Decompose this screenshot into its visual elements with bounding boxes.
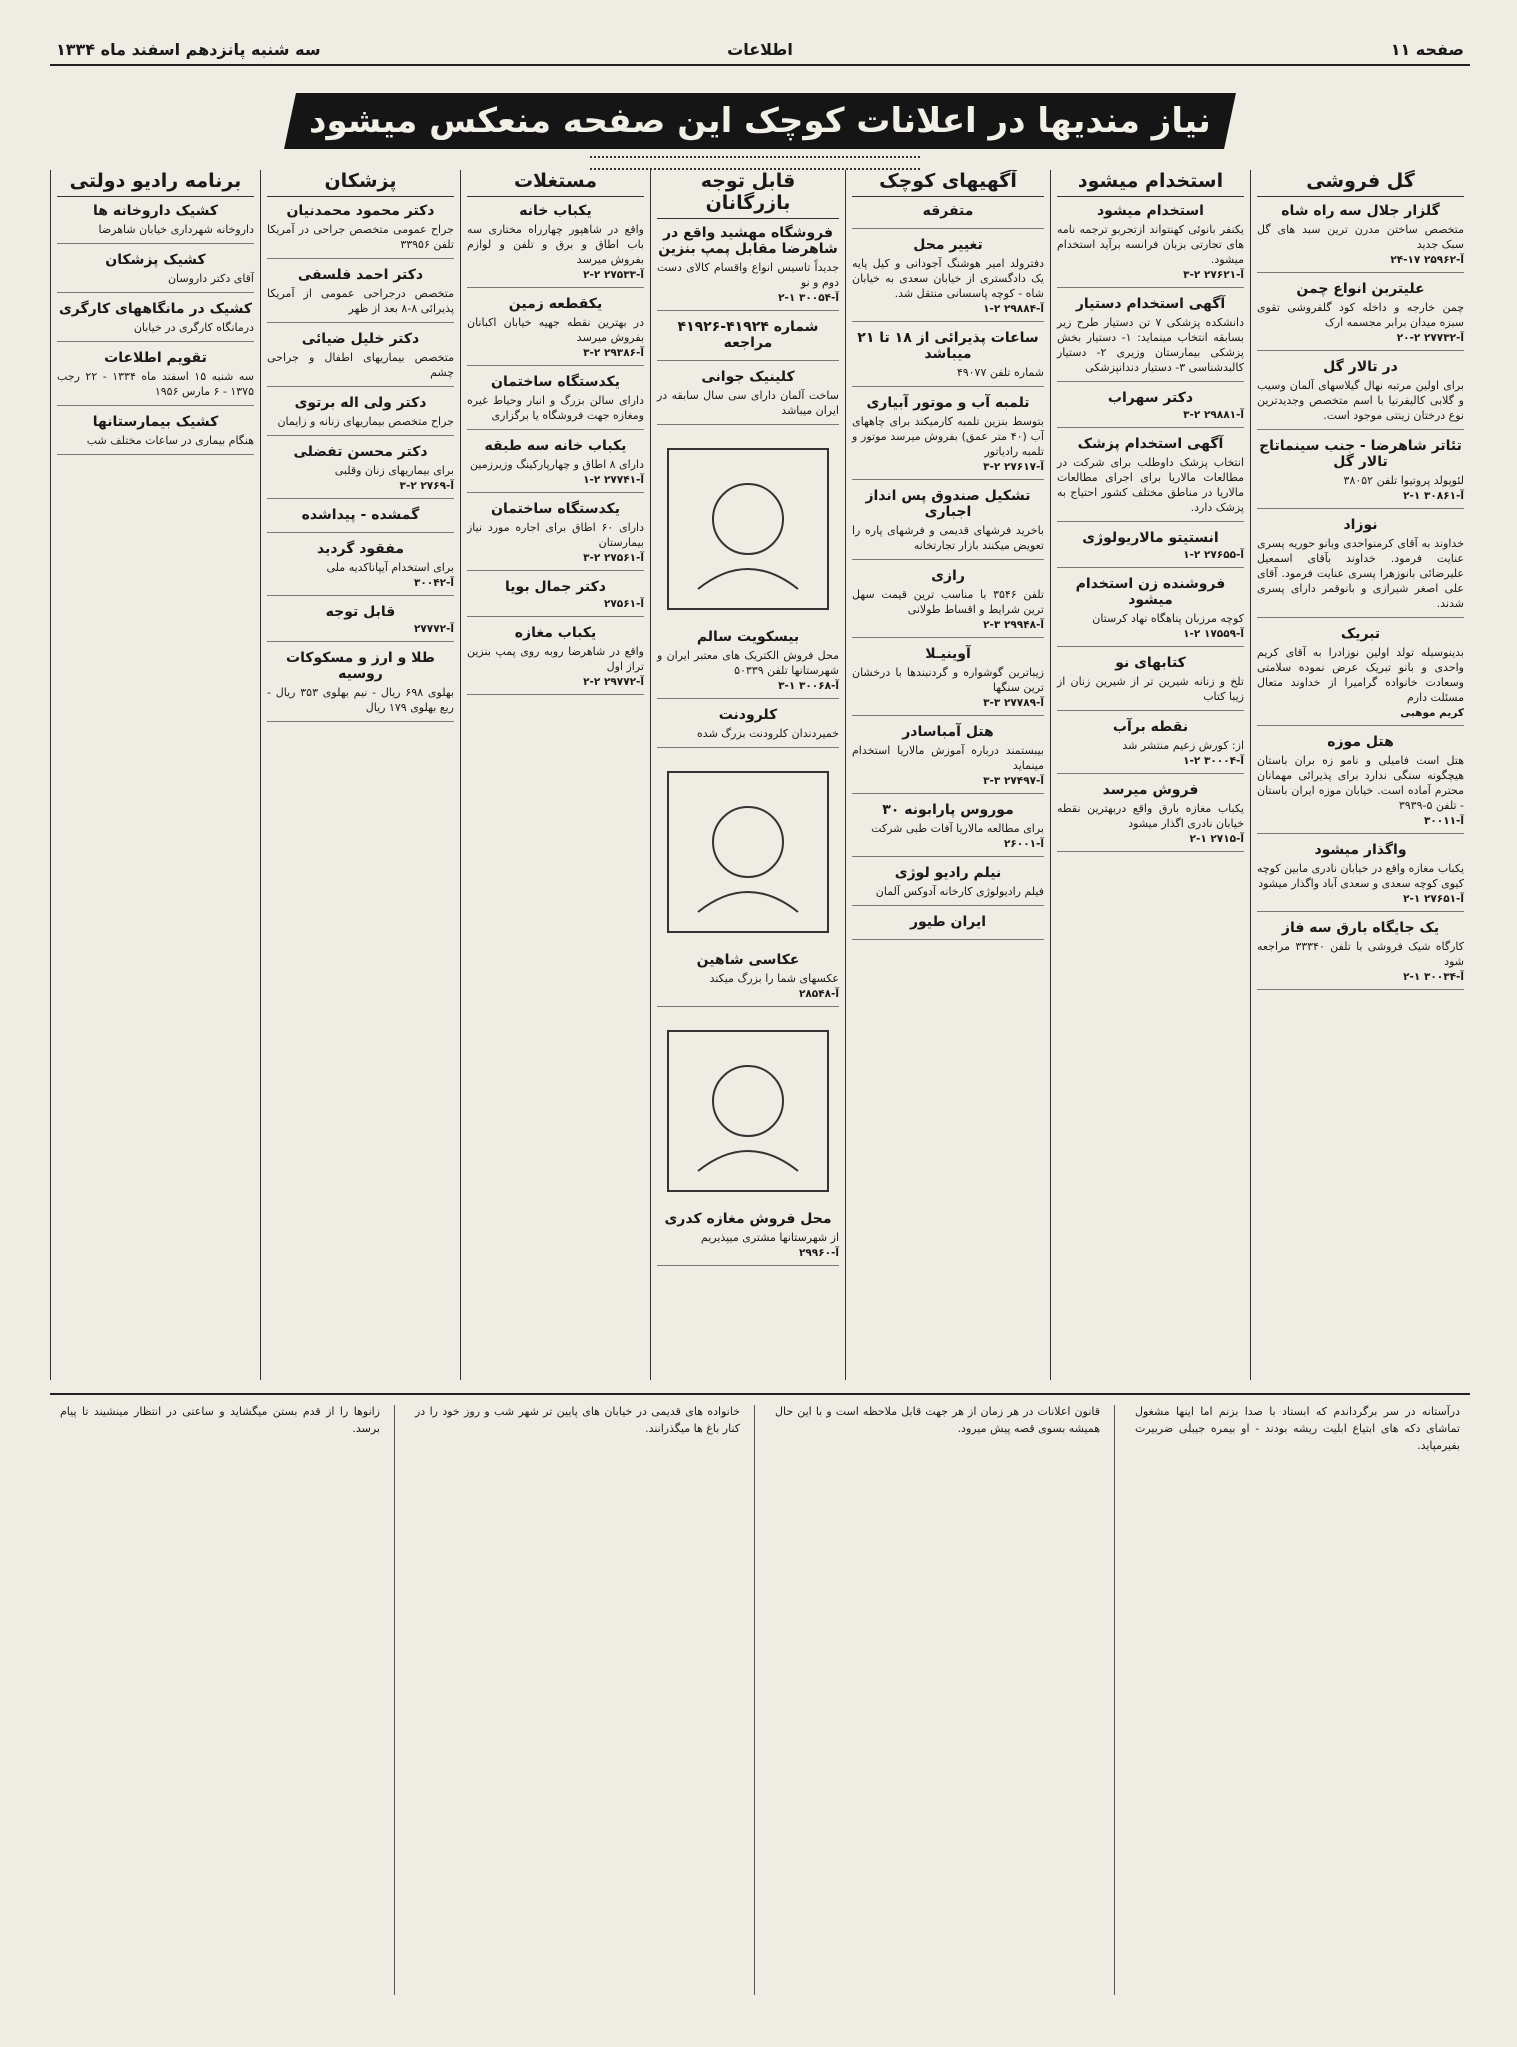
ad-title: انستیتو مالاریولوژی xyxy=(1082,530,1219,546)
ad-body: کوچه مرزبان پناهگاه نهاد کرستان xyxy=(1092,612,1244,625)
newspaper-name: اطلاعات xyxy=(727,40,793,59)
ad-body: عکسهای شما را بزرگ میکند xyxy=(709,972,839,985)
column-title: برنامه رادیو دولتی xyxy=(57,170,254,197)
ad-title: یکقطعه زمین xyxy=(508,296,603,312)
classifieds-banner xyxy=(284,93,1236,149)
ad-title: یکباب خانه xyxy=(519,203,592,219)
classified-ad xyxy=(852,865,1044,906)
ad-title: هتل آمباسادر xyxy=(902,724,994,740)
classified-ad xyxy=(1057,390,1244,428)
classified-ad xyxy=(657,319,839,361)
classified-ad xyxy=(1257,734,1464,834)
classified-ad xyxy=(467,203,644,288)
classifieds-section xyxy=(50,170,1470,1380)
ad-body: خمیردندان کلرودنت بزرگ شده xyxy=(697,727,839,740)
ad-phone: آ-۲۷۵۳۳ ۲-۲ xyxy=(583,269,644,281)
classified-ad xyxy=(657,952,839,1007)
ad-title: دکتر خلیل ضیائی xyxy=(301,331,420,347)
classified-ad xyxy=(467,625,644,695)
ad-title: استخدام میشود xyxy=(1097,203,1204,219)
ad-phone: آ-۲۹۸۸۱ ۲-۳ xyxy=(1183,409,1244,421)
ad-body: یکنفر بانوئی کهنتواند ازتجربو ترجمه نامه های تجارتی بزبان فرانسه برآید استخدام میشود. xyxy=(1057,223,1244,266)
classified-ad xyxy=(267,604,454,642)
ornament-divider xyxy=(590,156,920,170)
ad-body: باخرید فرشهای قدیمی و فرشهای پاره را تعویض میکنند بازار تجارتخانه xyxy=(852,524,1044,552)
classified-ad xyxy=(57,350,254,406)
ad-title: یکدستگاه ساختمان xyxy=(491,501,620,517)
classified-ad xyxy=(1257,359,1464,430)
ad-title: دکتر جمال بویا xyxy=(505,579,606,595)
column-title: قابل توجه بازرگانان xyxy=(657,170,839,219)
ad-title: شماره ۴۱۹۲۴-۴۱۹۲۶ مراجعه xyxy=(677,319,819,351)
ad-phone: آ-۲۷۵۶۱ ۲-۳ xyxy=(583,552,644,564)
ad-title: یک جایگاه بارق سه فاز xyxy=(1281,920,1440,936)
ad-title: رازی xyxy=(931,568,965,584)
ad-title: محل فروش مغازه کدری xyxy=(664,1211,832,1227)
column-title: آگهیهای کوچک xyxy=(852,170,1044,197)
ad-body: کارگاه شیک فروشی با تلفن ۳۳۳۴۰ مراجعه شود xyxy=(1257,940,1464,968)
ad-phone: آ-۳۰۸۶۱ ۱-۲ xyxy=(1403,490,1464,502)
classified-ad xyxy=(467,438,644,493)
ad-title: مفقود گردید xyxy=(316,541,405,557)
ad-body: ساخت آلمان دارای سی سال سابقه در ایران میباشد xyxy=(657,389,839,417)
ad-body: تلخ و زنانه شیرین تر از شیرین زنان از زیبا کتاب xyxy=(1057,675,1244,703)
classified-ad xyxy=(1057,203,1244,288)
ad-phone: آ-۲۷۷۳۲ ۲-۲۰ xyxy=(1396,332,1464,344)
classified-ad xyxy=(57,203,254,244)
ad-title: کشیک در مانگاههای کارگری xyxy=(58,301,253,317)
column-title: استخدام میشود xyxy=(1057,170,1244,197)
classified-ad xyxy=(852,802,1044,857)
ad-title: یکدستگاه ساختمان xyxy=(491,374,620,390)
ad-body: فیلم رادیولوژی کارخانه آدوکس آلمان xyxy=(875,885,1044,898)
story-column xyxy=(765,1403,1110,2003)
ad-phone: آ-۲۷۵۶۱ xyxy=(603,598,644,610)
classifieds-column xyxy=(1250,170,1470,1380)
ad-title: دکتر سهراب xyxy=(1107,390,1194,406)
classified-ad xyxy=(852,330,1044,387)
column-title: مستغلات xyxy=(467,170,644,197)
classified-ad xyxy=(1257,203,1464,273)
classified-ad xyxy=(1057,530,1244,568)
ad-body: برای استخدام آیپاناکدیه ملی xyxy=(326,561,454,574)
classified-ad xyxy=(267,541,454,596)
ad-phone: آ-۳۰۰۵۴ ۱-۲ xyxy=(778,292,839,304)
ad-body: یکباب مغازه بارق واقع دربهترین نقطه خیابان نادری اگذار میشود xyxy=(1057,802,1244,830)
ad-body: درمانگاه کارگری در خیابان xyxy=(133,321,254,334)
classified-ad xyxy=(267,507,454,533)
ad-title: آگهی استخدام پزشک xyxy=(1077,436,1224,452)
ad-title: کتابهای نو xyxy=(1115,655,1186,671)
ad-phone: آ-۲۷۶۲۱ ۲-۳ xyxy=(1183,269,1244,281)
classifieds-column xyxy=(460,170,650,1380)
classified-ad xyxy=(467,374,644,430)
classified-ad xyxy=(1057,296,1244,382)
ad-body: انتخاب پزشک داوطلب برای شرکت در مطالعات مالاریا برای اجرای مطالعات مالاریا در مناطق مختلف کشور احتیاج به پزشک دارد. xyxy=(1057,456,1244,514)
ad-title: نقطه برآب xyxy=(1112,719,1189,735)
ad-body: دانشکده پزشکی ۷ تن دستیار طرح زیر بسابقه انتخاب مینماید: ۱- دستیار بخش پزشکی بیمارستان وزیری ۲- دستیار کالبدشناسی ۳- دستیار دندانپزشکی xyxy=(1057,316,1244,374)
classified-ad xyxy=(267,331,454,387)
classified-ad xyxy=(1257,842,1464,912)
column-title: گل فروشی xyxy=(1257,170,1464,197)
ad-title: عکاسی شاهین xyxy=(696,952,800,968)
ad-title: نیلم رادیو لوژی xyxy=(894,865,1002,881)
ad-body: دفترولد امیر هوشنگ آجودانی و کیل پایه یک دادگستری از خیابان سعدی به خیابان شاه - کوچه پاسسانی منتقل شد. xyxy=(852,257,1044,300)
ad-body: آقای دکتر داروسان xyxy=(167,272,254,285)
ad-title: تغییر محل xyxy=(913,237,983,253)
story-column xyxy=(405,1403,750,2003)
ad-title: گمشده - پیداشده xyxy=(301,507,420,523)
classified-ad xyxy=(57,301,254,342)
ad-phone: آ-۲۷۶۵۵ ۲-۱ xyxy=(1183,549,1244,561)
ad-body: داروخانه شهرداری خیابان شاهرضا xyxy=(98,223,254,236)
advert-illustration xyxy=(657,1021,839,1201)
ad-title: کلینیک جوانی xyxy=(701,369,795,385)
ad-body: بهلوی ۶۹۸ ریال - نیم بهلوی ۳۵۳ ریال - ربع بهلوی ۱۷۹ ریال xyxy=(267,686,454,714)
ad-body: واقع در شاهپور چهارراه مختاری سه باب اطاق و برق و تلفن و لوازم بفروش میرسد xyxy=(467,223,644,266)
ad-phone: آ-۲۹۹۴۸ ۳-۲ xyxy=(983,619,1044,631)
ad-body: برای اولین مرتبه نهال گیلاسهای آلمان وسیب و گلابی کالیفرنیا با اسم متخصص وجدیدترین نوع درختان زینتی موجود است. xyxy=(1257,379,1464,422)
page-header xyxy=(50,38,1470,66)
ad-body: متخصص ساختن مدرن ترین سبد های گل سبک جدید xyxy=(1257,223,1464,251)
classified-ad xyxy=(852,724,1044,794)
ad-body: جراح متخصص بیماریهای زنانه و زایمان xyxy=(277,415,454,428)
advert-illustration xyxy=(657,439,839,619)
ad-title: ایران طیور xyxy=(909,914,987,930)
ad-title: تشکیل صندوق پس انداز اجباری xyxy=(865,488,1031,520)
classified-ad xyxy=(267,395,454,436)
ad-phone: آ-۲۷۶۹ ۲-۳ xyxy=(399,480,454,492)
ad-body: هتل است فامیلی و نامو زه بران باستان هیچگونه سنگی ندارد برای پذیرائی مهمانان محترم آماده است. خیابان موزه ایران باستان - تلفن ۵-۳۹۳۹ xyxy=(1257,754,1464,812)
ad-title: واگذار میشود xyxy=(1314,842,1407,858)
ad-title: تقویم اطلاعات xyxy=(104,350,207,366)
ad-title: فروشنده زن استخدام میشود xyxy=(1075,576,1226,608)
ad-phone: آ-۳۰۰۱۱ xyxy=(1423,815,1464,827)
ad-title: یکباب خانه سه طبقه xyxy=(484,438,627,454)
ad-body: دارای ۸ اطاق و چهارپارکینگ وزیرزمین xyxy=(470,458,644,471)
advert-illustration xyxy=(657,762,839,942)
classified-ad xyxy=(657,225,839,311)
classified-ad xyxy=(467,579,644,617)
classified-ad xyxy=(267,650,454,722)
page-number: صفحه ۱۱ xyxy=(1390,40,1464,59)
ad-title: تلمبه آب و موتور آبیاری xyxy=(866,395,1030,411)
classifieds-column xyxy=(845,170,1050,1380)
ad-title: کشیک پزشکان xyxy=(105,252,206,268)
ad-title: گلزار جلال سه راه شاه xyxy=(1281,203,1440,219)
ad-body: جراح عمومی متخصص جراحی در آمریکا تلفن ۳۳۹۵۶ xyxy=(267,223,454,251)
banner-text: نیاز مندیها در اعلانات کوچک این صفحه منعکس میشود xyxy=(309,101,1211,141)
classified-ad xyxy=(852,395,1044,480)
ad-title: کشیک داروخانه ها xyxy=(93,203,218,219)
ad-body: از شهرستانها مشتری میپذیریم xyxy=(700,1231,839,1244)
ad-body: یکباب مغازه واقع در خیابان نادری مابین کوچه کیوی کوچه سعدی و سعدی آباد واگذار میشود xyxy=(1257,862,1464,890)
classifieds-column xyxy=(650,170,845,1380)
ad-title: متفرقه xyxy=(922,203,974,219)
classified-ad xyxy=(852,203,1044,229)
ad-phone: آ-۲۹۷۷۲ ۲-۲ xyxy=(583,676,644,688)
ad-phone: آ-۲۷۱۵ ۱-۲ xyxy=(1189,833,1244,845)
ad-body: دارای سالن بزرگ و انبار وحیاط غیره ومغازه جهت فروشگاه یا برگزاری xyxy=(467,394,644,422)
ad-title: کشیک بیمارستانها xyxy=(92,414,219,430)
classified-ad xyxy=(1257,626,1464,726)
ad-body: لئوپولد پروتیوا تلفن ۳۸۰۵۲ xyxy=(1343,474,1464,487)
ad-body: سه شنبه ۱۵ اسفند ماه ۱۳۳۴ - ۲۲ رجب ۱۳۷۵ - ۶ مارس ۱۹۵۶ xyxy=(57,370,254,398)
ad-title: فروشگاه مهشید واقع در شاهرضا مقابل پمپ بنزین xyxy=(658,225,838,257)
column-divider xyxy=(1114,1405,1115,1995)
classified-ad xyxy=(657,1211,839,1266)
classified-ad xyxy=(1257,438,1464,509)
classified-ad xyxy=(852,914,1044,940)
ad-phone: آ-۱۷۵۵۹ ۲-۱ xyxy=(1183,628,1244,640)
ad-phone: آ-۲۸۵۴۸ xyxy=(798,988,839,1000)
ad-body: هنگام بیماری در ساعات مختلف شب xyxy=(86,434,254,447)
ad-title: در تالار گل xyxy=(1323,359,1398,375)
classified-ad xyxy=(1057,436,1244,522)
ad-body: بیبستمند درباره آموزش مالاریا استخدام مینماید xyxy=(852,744,1044,772)
classified-ad xyxy=(1257,517,1464,618)
ad-title: ساعات پذیرائی از ۱۸ تا ۲۱ میباشد xyxy=(857,330,1039,362)
ad-phone: آ-۲۷۷۷۲ xyxy=(413,623,454,635)
classified-ad xyxy=(1057,655,1244,711)
ad-phone: آ-۲۹۳۸۶ ۲-۳ xyxy=(583,347,644,359)
ad-body: از: کورش زعیم منتشر شد xyxy=(1122,739,1244,752)
classified-ad xyxy=(467,296,644,366)
ad-title: دکتر محمود محمدنیان xyxy=(286,203,435,219)
classified-ad xyxy=(657,707,839,748)
ad-phone: آ-۳۰۰۳۴ ۱-۲ xyxy=(1403,971,1464,983)
ad-title: دکتر ولی اله برتوی xyxy=(294,395,427,411)
ad-title: دکتر محسن تفضلی xyxy=(293,444,428,460)
ad-title: موروس پارابونه ۳۰ xyxy=(882,802,1014,818)
ad-phone: آ-۳۰۰۰۴ ۲-۱ xyxy=(1183,755,1244,767)
ad-phone: آ-۲۷۷۴۱ ۲-۱ xyxy=(583,474,644,486)
classified-ad xyxy=(267,203,454,259)
ad-body: در بهترین نقطه جهیه خیابان اکبانان بفروش میرسد xyxy=(467,316,644,344)
ad-title: علیتربن انواع چمن xyxy=(1296,281,1425,297)
classified-ad xyxy=(267,267,454,323)
classified-ad xyxy=(1257,281,1464,351)
ad-body: تلفن ۳۵۴۶ با مناسب ترین قیمت سهل ترین شرایط و اقساط طولانی xyxy=(852,588,1044,616)
ad-body: محل فروش الکتریک های معتبر ایران و شهرستانها تلفن ۵۰۳۳۹ xyxy=(657,649,839,677)
classified-ad xyxy=(852,646,1044,716)
ad-phone: آ-۲۵۹۶۲ ۱۷-۲۴ xyxy=(1390,254,1464,266)
ad-phone: آ-۲۷۴۹۷ ۳-۳ xyxy=(983,775,1044,787)
ad-body: واقع در شاهرضا روبه روی پمپ بنزین تراز اول xyxy=(467,645,644,673)
ad-phone: کریم موهبی xyxy=(1400,707,1464,719)
classified-ad xyxy=(467,501,644,571)
ad-body: جدیداً تاسیس انواع واقسام کالای دست دوم و نو xyxy=(657,261,839,289)
classified-ad xyxy=(852,488,1044,560)
ad-phone: آ-۲۹۹۶۰ xyxy=(798,1247,839,1259)
column-divider xyxy=(754,1405,755,1995)
ad-body: بتوسط بنزین تلمبه کارمیکند برای چاههای آب (۴۰ متر عمق) بفروش میرسد موتور و تلمبه رادیاتور xyxy=(852,415,1044,458)
story-paragraph: قانون اعلانات در هر زمان از هر جهت قابل ملاحظه است و با این حال همیشه بسوی قصه پیش میرود. xyxy=(775,1405,1100,1435)
ad-title: هتل موزه xyxy=(1327,734,1394,750)
ad-phone: آ-۳۰۰۴۲ xyxy=(413,577,454,589)
ad-title: آگهی استخدام دستیار xyxy=(1075,296,1226,312)
classified-ad xyxy=(57,414,254,455)
classified-ad xyxy=(852,568,1044,638)
classified-ad xyxy=(1257,920,1464,990)
classifieds-column xyxy=(1050,170,1250,1380)
ad-phone: آ-۲۶۰۰۱ xyxy=(1003,838,1044,850)
classifieds-column xyxy=(260,170,460,1380)
column-title: پزشکان xyxy=(267,170,454,197)
ad-body: متخصص بیماریهای اطفال و جراحی چشم xyxy=(267,351,454,379)
classified-ad xyxy=(1057,576,1244,647)
classified-ad xyxy=(657,629,839,699)
classified-ad xyxy=(267,444,454,499)
ad-title: نوزاد xyxy=(1343,517,1378,533)
ad-body: دارای ۶۰ اطاق برای اجاره مورد نیاز بیمارستان xyxy=(467,521,644,549)
ad-phone: آ-۲۷۶۵۱ ۱-۲ xyxy=(1403,893,1464,905)
ad-title: تبریک xyxy=(1340,626,1381,642)
classifieds-column xyxy=(50,170,260,1380)
ad-title: قابل توجه xyxy=(325,604,396,620)
classified-ad xyxy=(1057,782,1244,852)
classified-ad xyxy=(657,369,839,425)
ad-body: زیباترین گوشواره و گردنبندها با درخشان ترین سنگها xyxy=(852,666,1044,694)
ad-title: بیسکویت سالم xyxy=(696,629,800,645)
ad-title: آوینیـلا xyxy=(925,646,971,662)
story-paragraph: زانوها را از قدم بستن میگشاید و ساعتی در انتظار مینشیند تا پیام برسد. xyxy=(60,1405,380,1435)
classified-ad xyxy=(57,252,254,293)
ad-title: طلا و ارز و مسکوکات روسیه xyxy=(286,650,435,682)
ad-phone: آ-۳۰۰۶۸ ۱-۳ xyxy=(778,680,839,692)
classified-ad xyxy=(852,237,1044,322)
ad-body: بدینوسیله تولد اولین نوزادرا به آقای کریم واحدی و بانو تبریک عرض نموده سلامتی وسعادت خانواده گرامیرا از خداوند متعال مسئلت دارم xyxy=(1257,646,1464,704)
ad-body: برای مطالعه مالاریا آفات طبی شرکت xyxy=(871,822,1044,835)
story-paragraph: درآستانه در سر برگرداندم که ابستاد با صدا بزنم اما اینها مشغول تماشای دکه های ابتیاع ابلیت ریشه بودند - او بیمره جیبلی ضربیرت بفیرمپاید. xyxy=(1135,1405,1460,1452)
classified-ad xyxy=(1057,719,1244,774)
ad-body: خداوند به آقای کرمنواحدی وبانو حوریه پسری عنایت فرمود. خداوند بآقای اسمعیل علیرضائی بانوزهرا پسری عنایت فرمود. آقای علی اصغر شیرازی و بانوقمر دارای پسری شدند. xyxy=(1257,537,1464,610)
ad-body: شماره تلفن ۴۹۰۷۷ xyxy=(956,366,1044,379)
ad-title: فروش میرسد xyxy=(1102,782,1199,798)
ad-title: یکباب مغازه xyxy=(514,625,597,641)
ad-phone: آ-۲۹۸۸۴ ۲-۱ xyxy=(983,303,1044,315)
column-divider xyxy=(394,1405,395,1995)
story-paragraph: خانواده های قدیمی در خیابان های پایین تر شهر شب و روز خود را در کنار باغ ها میگذرانند. xyxy=(415,1405,740,1435)
ad-body: چمن خارجه و داخله کود گلفروشی تقوی سبزه میدان برابر مجسمه ارک xyxy=(1257,301,1464,329)
ad-phone: آ-۲۷۷۸۹ ۳-۳ xyxy=(983,697,1044,709)
ad-body: متخصص درجراحی عمومی از آمریکا پذیرائی ۸-۸ بعد از ظهر xyxy=(267,287,454,315)
ad-title: تئاتر شاهرضا - جنب سینماتاج تالار گل xyxy=(1259,438,1462,470)
story-column xyxy=(50,1403,390,2003)
story-section xyxy=(50,1393,1470,2005)
ad-title: دکتر احمد فلسفی xyxy=(297,267,424,283)
ad-body: برای بیماریهای زنان وقلبی xyxy=(334,464,454,477)
ad-title: کلرودنت xyxy=(718,707,778,723)
issue-date: سه شنبه پانزدهم اسفند ماه ۱۳۳۴ xyxy=(56,40,321,59)
story-column xyxy=(1125,1403,1470,2003)
ad-phone: آ-۲۷۶۱۷ ۲-۳ xyxy=(983,461,1044,473)
